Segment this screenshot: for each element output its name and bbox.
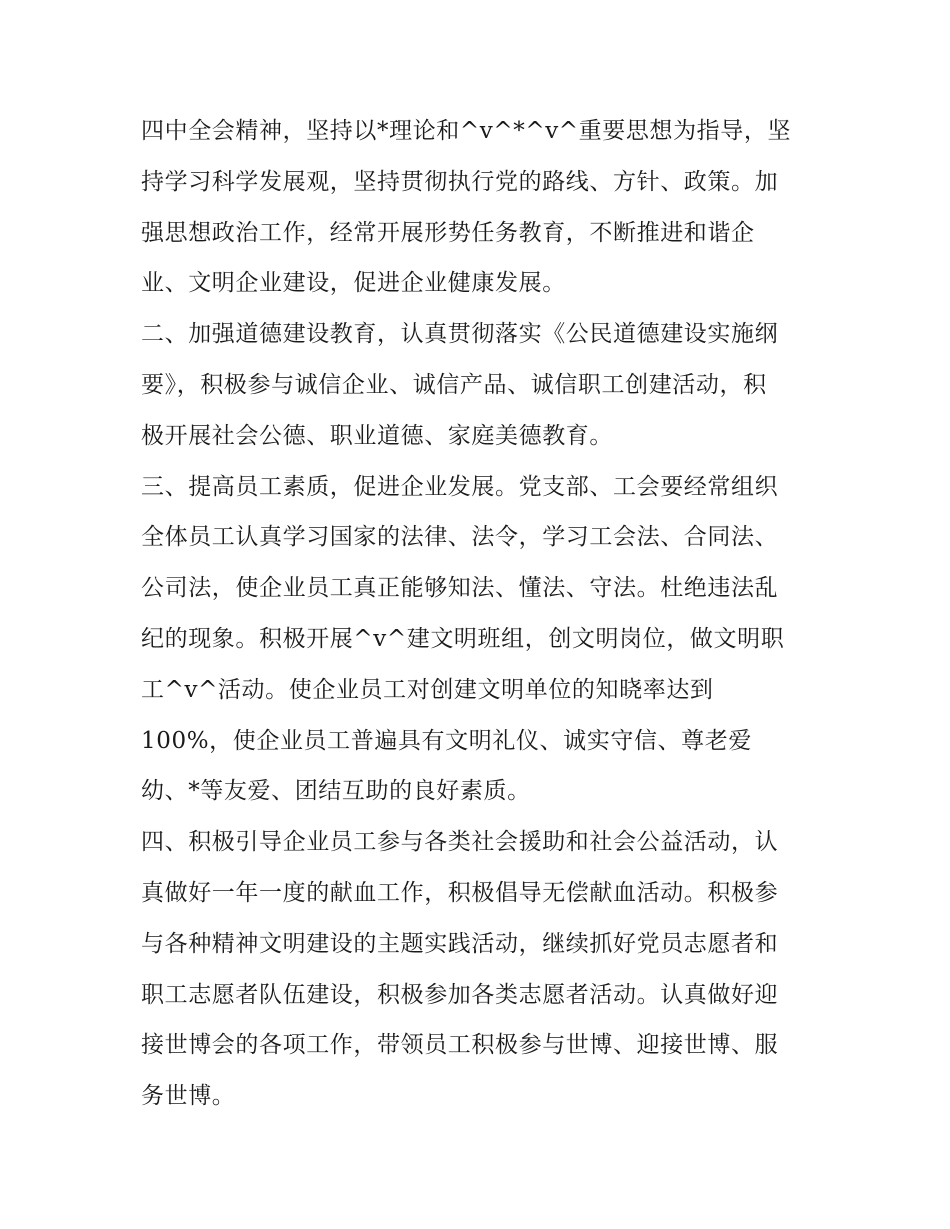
text-line: 四、积极引导企业员工参与各类社会援助和社会公益活动，认 (141, 829, 779, 856)
text-line: 幼、*等友爱、团结互助的良好素质。 (141, 778, 531, 805)
document-body (141, 106, 821, 1122)
text-line: 强思想政治工作，经常开展形势任务教育，不断推进和谐企 (141, 219, 755, 246)
text-line: 极开展社会公德、职业道德、家庭美德教育。 (141, 422, 613, 449)
text-line: 四中全会精神，坚持以*理论和^v^*^v^重要思想为指导，坚 (141, 118, 792, 144)
text-line: 接世博会的各项工作，带领员工积极参与世博、迎接世博、服 (141, 1032, 779, 1059)
text-line: 全体员工认真学习国家的法律、法令，学习工会法、合同法、 (141, 524, 779, 551)
text-line: 持学习科学发展观，坚持贯彻执行党的路线、方针、政策。加 (141, 168, 779, 195)
text-line: 真做好一年一度的献血工作，积极倡导无偿献血活动。积极参 (141, 879, 779, 906)
text-line: 职工志愿者队伍建设，积极参加各类志愿者活动。认真做好迎 (141, 981, 779, 1008)
text-line: 业、文明企业建设，促进企业健康发展。 (141, 270, 566, 297)
text-line: 工^v^活动。使企业员工对创建文明单位的知晓率达到 (141, 676, 714, 703)
text-line: 公司法，使企业员工真正能够知法、懂法、守法。杜绝违法乱 (141, 575, 779, 602)
text-line: 三、提高员工素质，促进企业发展。党支部、工会要经常组织 (141, 473, 779, 500)
text-line: 务世博。 (141, 1083, 236, 1110)
text-line: 100%，使企业员工普遍具有文明礼仪、诚实守信、尊老爱 (141, 727, 752, 754)
text-line: 纪的现象。积极开展^v^建文明班组，创文明岗位，做文明职 (141, 625, 785, 652)
text-line: 要》，积极参与诚信企业、诚信产品、诚信职工创建活动，积 (141, 371, 767, 398)
text-line: 与各种精神文明建设的主题实践活动，继续抓好党员志愿者和 (141, 930, 779, 957)
text-line: 二、加强道德建设教育，认真贯彻落实《公民道德建设实施纲 (141, 321, 779, 348)
